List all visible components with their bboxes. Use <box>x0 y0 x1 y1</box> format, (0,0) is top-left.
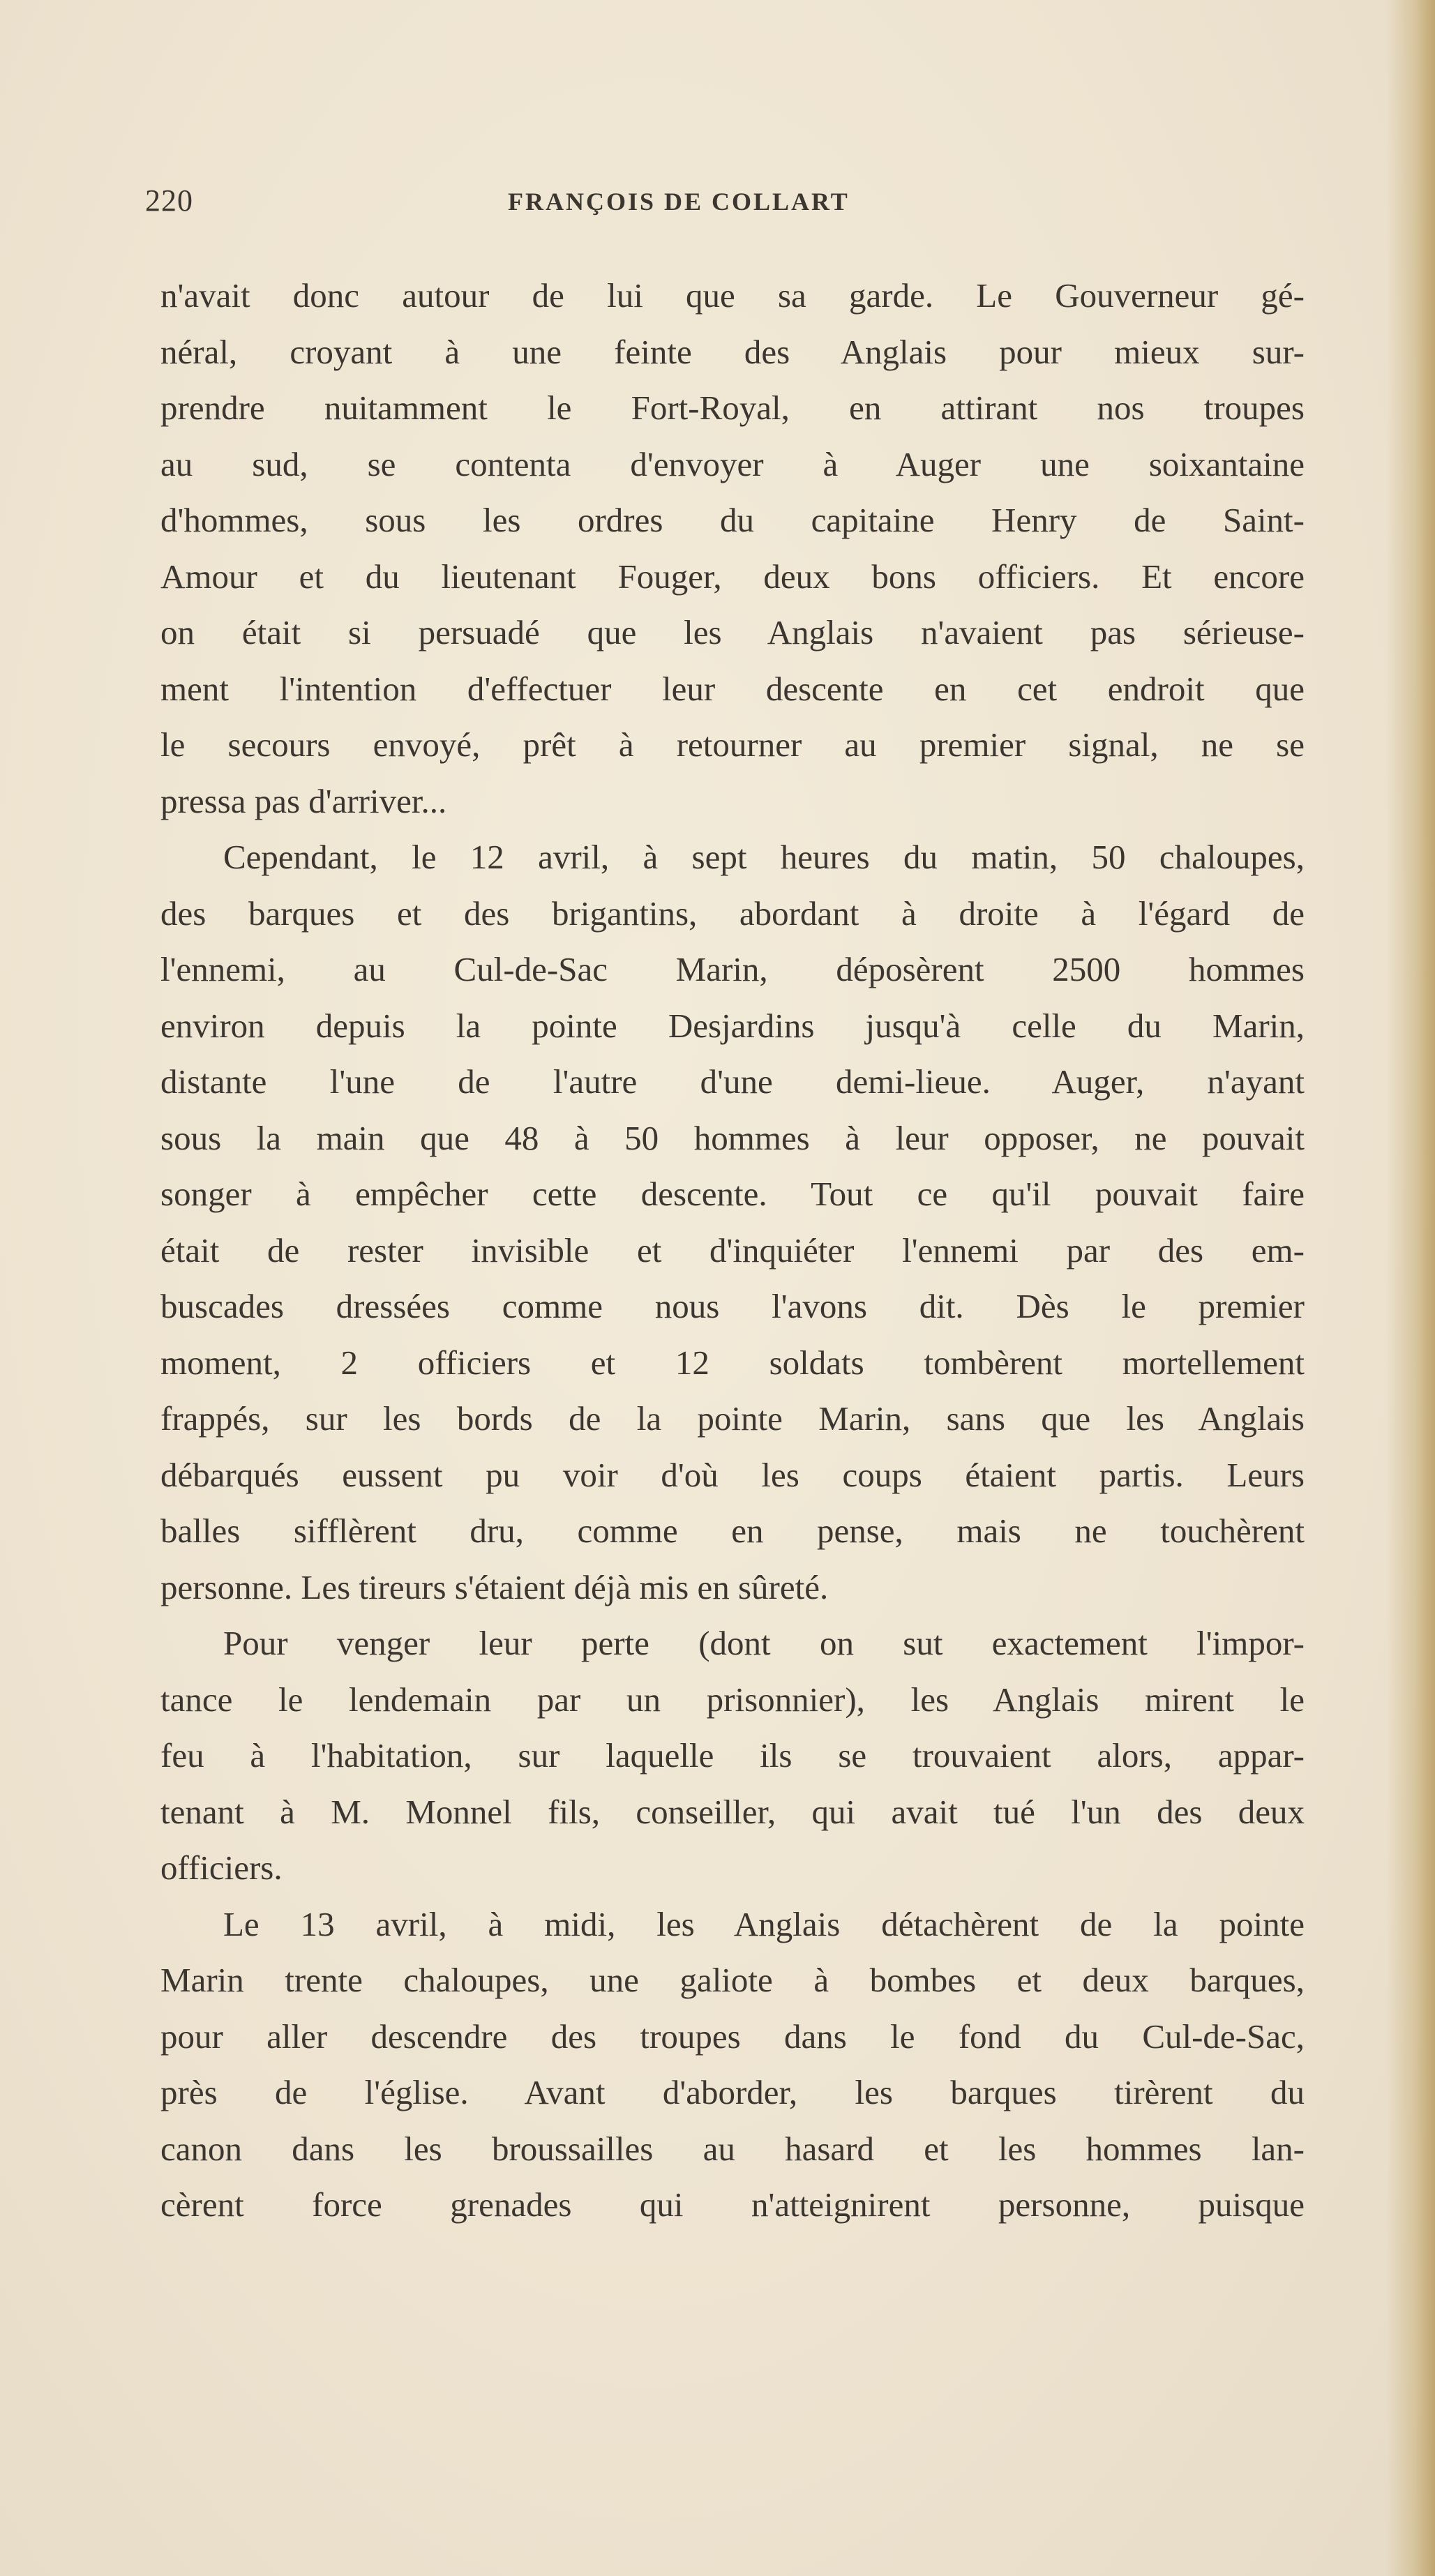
text-line: près de l'église. Avant d'aborder, les barques tirèrent du <box>160 2073 1305 2111</box>
text-line: Le 13 avril, à midi, les Anglais détachèrent de la pointe <box>223 1904 1305 1943</box>
text-line: personne. Les tireurs s'étaient déjà mis en sûreté. <box>160 1567 829 1606</box>
text-line: canon dans les broussailles au hasard et les hommes lan- <box>160 2129 1305 2168</box>
text-line: néral, croyant à une feinte des Anglais pour mieux sur- <box>160 332 1305 371</box>
text-line: l'ennemi, au Cul-de-Sac Marin, déposèrent 2500 hommes <box>160 950 1305 988</box>
text-line: officiers. <box>160 1848 283 1887</box>
text-line: on était si persuadé que les Anglais n'avaient pas sérieuse- <box>160 613 1305 651</box>
text-line: distante l'une de l'autre d'une demi-lieue. Auger, n'ayant <box>160 1062 1305 1101</box>
page-edge-shadow <box>1386 0 1435 2576</box>
text-line: n'avait donc autour de lui que sa garde. Le Gouverneur gé- <box>160 276 1305 315</box>
running-title: FRANÇOIS DE COLLART <box>508 188 850 216</box>
text-line: pressa pas d'arriver... <box>160 781 447 820</box>
text-line: buscades dressées comme nous l'avons dit. Dès le premier <box>160 1287 1305 1325</box>
text-line: Marin trente chaloupes, une galiote à bombes et deux barques, <box>160 1961 1305 1999</box>
text-line: était de rester invisible et d'inquiéter l'ennemi par des em- <box>160 1230 1305 1270</box>
text-line: tance le lendemain par un prisonnier), les Anglais mirent le <box>160 1680 1305 1719</box>
text-line: pour aller descendre des troupes dans le fond du Cul-de-Sac, <box>160 2017 1305 2056</box>
text-line: cèrent force grenades qui n'atteignirent personne, puisque <box>160 2185 1305 2224</box>
text-line: Amour et du lieutenant Fouger, deux bons officiers. Et encore <box>160 557 1305 596</box>
page-header <box>145 183 1310 225</box>
text-line: feu à l'habitation, sur laquelle ils se trouvaient alors, appar- <box>160 1736 1305 1775</box>
text-line: des barques et des brigantins, abordant à droite à l'égard de <box>160 894 1305 933</box>
text-line: d'hommes, sous les ordres du capitaine Henry de Saint- <box>160 501 1305 539</box>
page-number: 220 <box>145 183 193 218</box>
text-line: ment l'intention d'effectuer leur descente en cet endroit que <box>160 669 1305 708</box>
body-text <box>160 268 1305 2234</box>
text-line: environ depuis la pointe Desjardins jusqu'à celle du Marin, <box>160 1006 1305 1045</box>
text-line: songer à empêcher cette descente. Tout ce qu'il pouvait faire <box>160 1175 1305 1213</box>
text-line: tenant à M. Monnel fils, conseiller, qui avait tué l'un des deux <box>160 1792 1305 1831</box>
text-line: balles sifflèrent dru, comme en pense, mais ne touchèrent <box>160 1512 1305 1550</box>
text-line: frappés, sur les bords de la pointe Marin, sans que les Anglais <box>160 1399 1305 1438</box>
text-line: Cependant, le 12 avril, à sept heures du matin, 50 chaloupes, <box>223 838 1305 876</box>
text-line: débarqués eussent pu voir d'où les coups étaient partis. Leurs <box>160 1455 1305 1494</box>
text-line: prendre nuitamment le Fort-Royal, en attirant nos troupes <box>160 389 1305 427</box>
text-line: au sud, se contenta d'envoyer à Auger une soixantaine <box>160 444 1305 483</box>
text-line: Pour venger leur perte (dont on sut exactement l'impor- <box>223 1624 1305 1662</box>
text-line: le secours envoyé, prêt à retourner au premier signal, ne se <box>160 725 1305 764</box>
text-line: sous la main que 48 à 50 hommes à leur opposer, ne pouvait <box>160 1118 1305 1157</box>
text-line: moment, 2 officiers et 12 soldats tombèrent mortellement <box>160 1343 1305 1382</box>
